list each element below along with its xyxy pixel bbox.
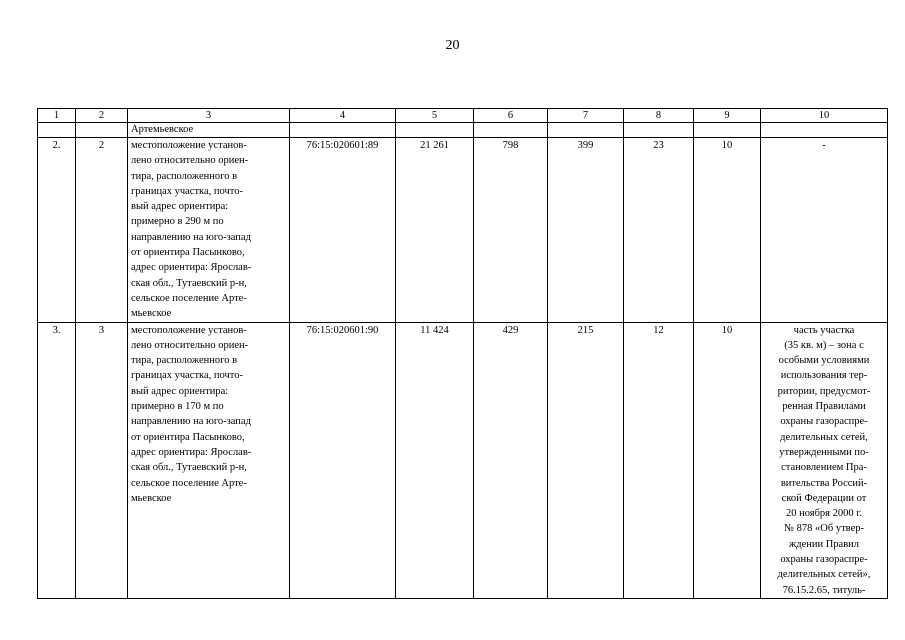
plot-id: 3 xyxy=(76,322,128,598)
text-line: направлению на юго-запад xyxy=(131,231,251,243)
cell-col5: 21 261 xyxy=(396,138,474,323)
note xyxy=(761,322,888,598)
column-header: 2 xyxy=(76,109,128,123)
text-line: примерно в 290 м по xyxy=(131,216,224,228)
text-line: сельское поселение Арте- xyxy=(131,292,247,304)
text-line: мьевское xyxy=(131,492,172,504)
text-line: ритории, предусмот- xyxy=(777,385,871,397)
column-header: 5 xyxy=(396,109,474,123)
text-line: (35 кв. м) – зона с xyxy=(784,339,864,351)
plot-id: 2 xyxy=(76,138,128,323)
text-line: границах участка, почто- xyxy=(131,185,243,197)
text-line: ренная Правилами xyxy=(782,401,866,413)
text-line: ждении Правил xyxy=(788,538,860,550)
text-line: № 878 «Об утвер- xyxy=(784,523,864,535)
text-line: примерно в 170 м по xyxy=(131,401,224,413)
text-line: тира, расположенного в xyxy=(131,170,238,182)
column-header: 10 xyxy=(761,109,888,123)
text-line: границах участка, почто- xyxy=(131,370,243,382)
cadastral-number: 76:15:020601:90 xyxy=(290,322,396,598)
text-line: часть участка xyxy=(793,324,855,336)
text-line: делительных сетей, xyxy=(780,431,868,443)
text-line: - xyxy=(822,140,826,151)
cell-col9: 10 xyxy=(694,138,761,323)
text-line: вый адрес ориентира: xyxy=(131,385,229,397)
text-line: особыми условиями xyxy=(778,355,870,367)
text-line: становлением Пра- xyxy=(781,462,867,474)
table-row xyxy=(38,138,888,323)
text-line: местоположение установ- xyxy=(131,324,247,336)
text-line: от ориентира Пасынково, xyxy=(131,431,245,443)
column-header: 9 xyxy=(694,109,761,123)
land-plots-table xyxy=(37,108,888,599)
cell-col7: 215 xyxy=(548,322,624,598)
text-line: вый адрес ориентира: xyxy=(131,201,229,213)
text-line: местоположение установ- xyxy=(131,140,247,151)
text-line: вительства Россий- xyxy=(780,477,868,489)
cell-col8: 12 xyxy=(624,322,694,598)
page-number: 20 xyxy=(445,38,460,53)
text-line: утвержденными по- xyxy=(779,446,869,458)
column-header: 4 xyxy=(290,109,396,123)
cell-col6: 798 xyxy=(474,138,548,323)
table-row xyxy=(38,322,888,598)
text-line: сельское поселение Арте- xyxy=(131,477,247,489)
text-line: направлению на юго-запад xyxy=(131,416,251,428)
text-line: тира, расположенного в xyxy=(131,355,238,367)
text-line: адрес ориентира: Ярослав- xyxy=(131,262,252,274)
text-line: лено относительно ориен- xyxy=(131,339,249,351)
text-line: мьевское xyxy=(131,308,172,320)
note xyxy=(761,138,888,323)
column-header: 6 xyxy=(474,109,548,123)
column-header: 3 xyxy=(128,109,290,123)
row-number: 2. xyxy=(38,138,76,323)
text-line: использования тер- xyxy=(780,370,868,382)
column-header: 1 xyxy=(38,109,76,123)
cadastral-number: 76:15:020601:89 xyxy=(290,138,396,323)
text-line: лено относительно ориен- xyxy=(131,155,249,167)
location-description xyxy=(128,322,290,598)
location-description xyxy=(128,138,290,323)
text-line: 76.15.2.65, титуль- xyxy=(782,584,866,596)
text-line: охраны газораспре- xyxy=(780,416,868,428)
cell-col5: 11 424 xyxy=(396,322,474,598)
continuation-text: Артемьевское xyxy=(128,123,290,138)
table-header-row xyxy=(38,109,888,123)
text-line: ская обл., Тутаевский р-н, xyxy=(131,462,247,474)
text-line: ская обл., Тутаевский р-н, xyxy=(131,277,247,289)
cell-col7: 399 xyxy=(548,138,624,323)
row-number: 3. xyxy=(38,322,76,598)
text-line: ской Федерации от xyxy=(781,492,867,504)
column-header: 8 xyxy=(624,109,694,123)
text-line: от ориентира Пасынково, xyxy=(131,247,245,259)
cell-col9: 10 xyxy=(694,322,761,598)
cell-col8: 23 xyxy=(624,138,694,323)
continuation-row xyxy=(38,123,888,138)
text-line: адрес ориентира: Ярослав- xyxy=(131,446,252,458)
text-line: делительных сетей», xyxy=(777,569,871,581)
cell-col6: 429 xyxy=(474,322,548,598)
column-header: 7 xyxy=(548,109,624,123)
text-line: охраны газораспре- xyxy=(780,554,868,566)
text-line: 20 ноября 2000 г. xyxy=(785,508,863,520)
